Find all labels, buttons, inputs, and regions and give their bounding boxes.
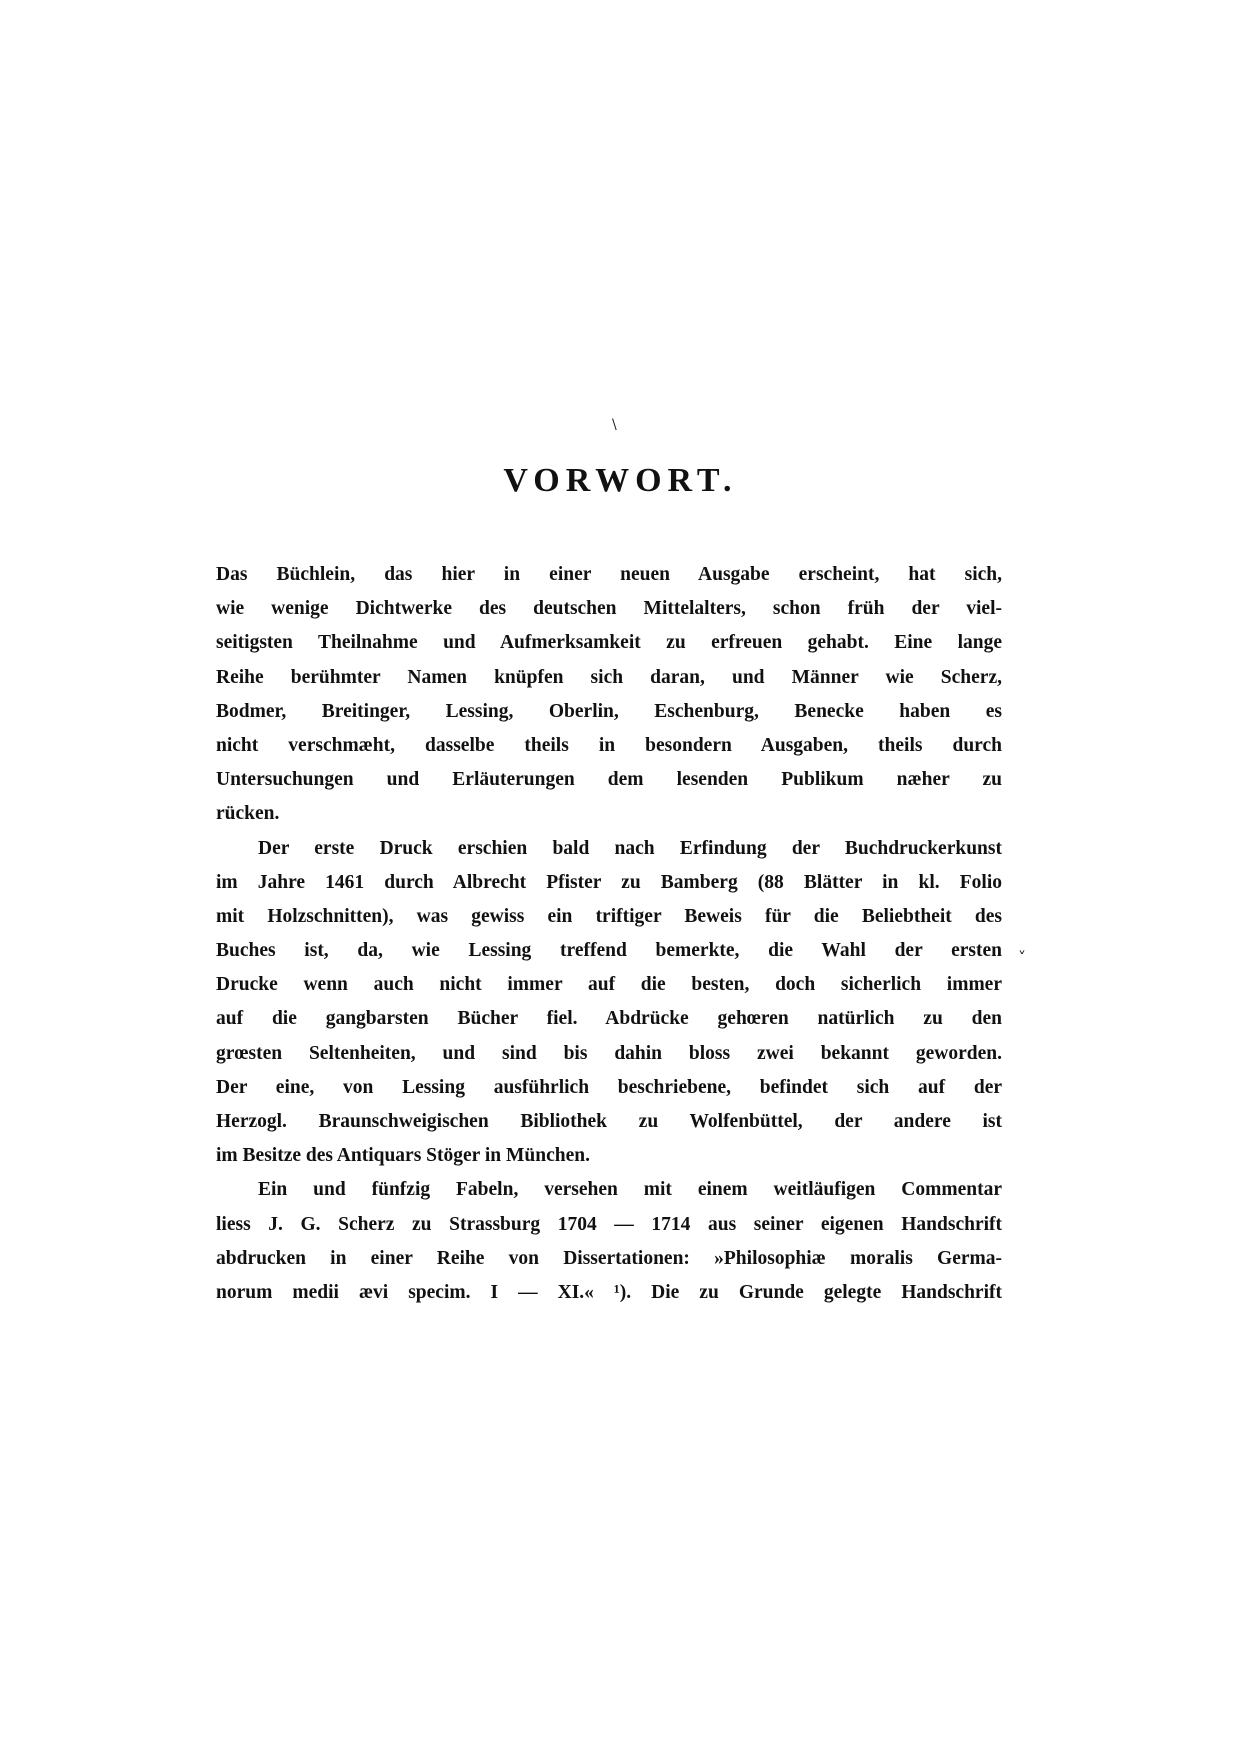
text-line: wie wenige Dichtwerke des deutschen Mittelalters, schon früh der viel- — [216, 598, 1002, 620]
paragraph-2 — [216, 832, 1002, 1174]
text-line: grœsten Seltenheiten, und sind bis dahin bloss zwei bekannt geworden. — [216, 1042, 1002, 1064]
text-line: Ein und fünfzig Fabeln, versehen mit einem weitläufigen Commentar — [258, 1179, 1002, 1201]
text-line: rücken. — [216, 803, 280, 825]
body-text — [216, 558, 1002, 1310]
text-line: auf die gangbarsten Bücher fiel. Abdrücke gehœren natürlich zu den — [216, 1008, 1002, 1030]
text-line: Das Büchlein, das hier in einer neuen Ausgabe erscheint, hat sich, — [216, 564, 1002, 585]
text-line: Herzogl. Braunschweigischen Bibliothek zu Wolfenbüttel, der andere ist — [216, 1111, 1002, 1132]
text-line: Der eine, von Lessing ausführlich beschriebene, befindet sich auf der — [216, 1076, 1002, 1098]
paragraph-1 — [216, 558, 1002, 832]
text-line: Untersuchungen und Erläuterungen dem lesenden Publikum næher zu — [216, 769, 1002, 791]
text-line: Reihe berühmter Namen knüpfen sich daran, und Männer wie Scherz, — [216, 666, 1002, 688]
text-line: seitigsten Theilnahme und Aufmerksamkeit zu erfreuen gehabt. Eine lange — [216, 632, 1002, 654]
text-line: Drucke wenn auch nicht immer auf die besten, doch sicherlich immer — [216, 974, 1002, 996]
page-title: VORWORT. — [503, 462, 738, 499]
text-line: norum medii ævi specim. I — XI.« ¹). Die zu Grunde gelegte Handschrift — [216, 1281, 1002, 1303]
text-line: Der erste Druck erschien bald nach Erfindung der Buchdruckerkunst — [258, 837, 1002, 859]
text-line: im Besitze des Antiquars Stöger in München. — [216, 1145, 590, 1167]
text-line: abdrucken in einer Reihe von Dissertationen: »Philosophiæ moralis Germa- — [216, 1247, 1002, 1269]
text-line: nicht verschmæht, dasselbe theils in besondern Ausgaben, theils durch — [216, 734, 1002, 756]
margin-mark: ˅ — [1018, 948, 1026, 967]
text-line: liess J. G. Scherz zu Strassburg 1704 — 1714 aus seiner eigenen Handschrift — [216, 1213, 1002, 1235]
paragraph-3 — [216, 1173, 1002, 1310]
text-line: mit Holzschnitten), was gewiss ein triftiger Beweis für die Beliebtheit des — [216, 905, 1002, 927]
text-line: Buches ist, da, wie Lessing treffend bemerkte, die Wahl der ersten — [216, 940, 1002, 962]
text-line: im Jahre 1461 durch Albrecht Pfister zu Bamberg (88 Blätter in kl. Folio — [216, 871, 1002, 893]
text-line: Bodmer, Breitinger, Lessing, Oberlin, Eschenburg, Benecke haben es — [216, 700, 1002, 722]
ink-speck: \ — [612, 417, 617, 433]
